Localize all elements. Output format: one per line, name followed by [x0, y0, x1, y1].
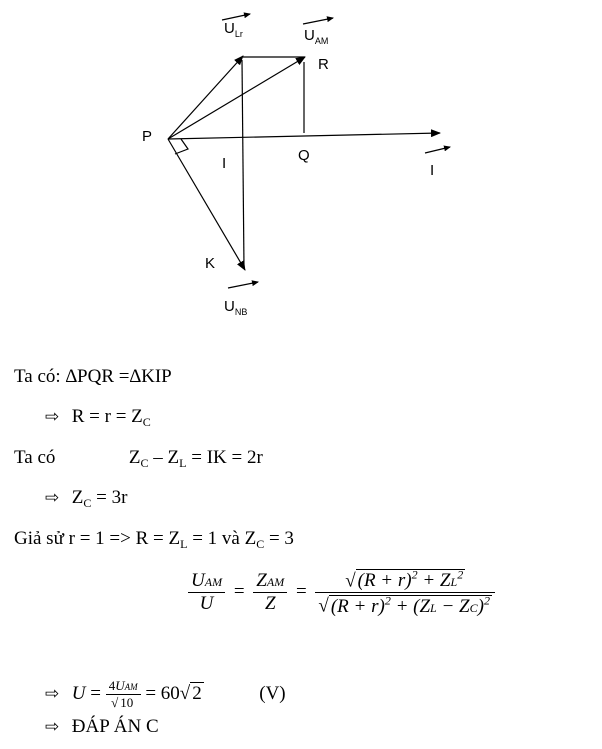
- ratio-formula: $\frac{\text{UAM}}{U}$ = $\frac{\text{ZAM}}{Z}$ = $\frac{√ (R + r)^2 + ZL^2}{√ (R + r)^2 + (ZL - ZC)^2}$: [188, 568, 495, 618]
- u-am-vector-bar: [303, 18, 333, 24]
- label-q: Q: [298, 147, 310, 164]
- implies-arrow-icon: ⇨: [45, 488, 60, 508]
- text-line-7: ⇨ U = $\frac{\text{4UAM}}{√ 10}$ = 60√ 2 (V): [45, 678, 286, 710]
- label-i-outer: I: [430, 162, 435, 179]
- label-u-lr: $U_{Lr}$: [224, 20, 243, 39]
- label-u-nb: $U_{NB}$: [224, 298, 248, 317]
- text-line-4: ⇨ $Z_C = 3r$: [45, 487, 128, 510]
- text-line-5: Giả sử $r = 1 => R = Z_L = 1$ và $Z_C = 3$: [14, 528, 294, 551]
- u-am-phasor: [168, 57, 305, 139]
- phasor-diagram: [0, 0, 602, 340]
- label-r: R: [318, 56, 329, 73]
- u-nb-vector-bar: [228, 282, 258, 288]
- implies-arrow-icon: ⇨: [45, 717, 60, 737]
- right-angle-mark: [175, 139, 188, 154]
- implies-arrow-icon: ⇨: [45, 683, 60, 704]
- vertical-ik-line: [242, 60, 244, 268]
- i-vector-bar: [425, 147, 450, 153]
- text-line-2: ⇨ $R = r = Z_C$: [45, 406, 151, 429]
- text-line-8: ⇨ ĐÁP ÁN C: [45, 716, 159, 737]
- label-i-inner: I: [222, 155, 227, 172]
- label-u-am: $U_{AM}$: [304, 27, 329, 46]
- text-line-1: Ta có: ∆PQR =∆KIP: [14, 366, 172, 387]
- u-nb-phasor: [168, 139, 245, 270]
- label-k: K: [205, 255, 216, 272]
- label-p: P: [142, 128, 153, 145]
- implies-arrow-icon: ⇨: [45, 407, 60, 427]
- current-axis-arrow: [168, 133, 440, 139]
- text-line-3: Ta có $Z_C - Z_L$ = IK = 2r: [14, 447, 263, 470]
- u-lr-phasor: [168, 56, 243, 139]
